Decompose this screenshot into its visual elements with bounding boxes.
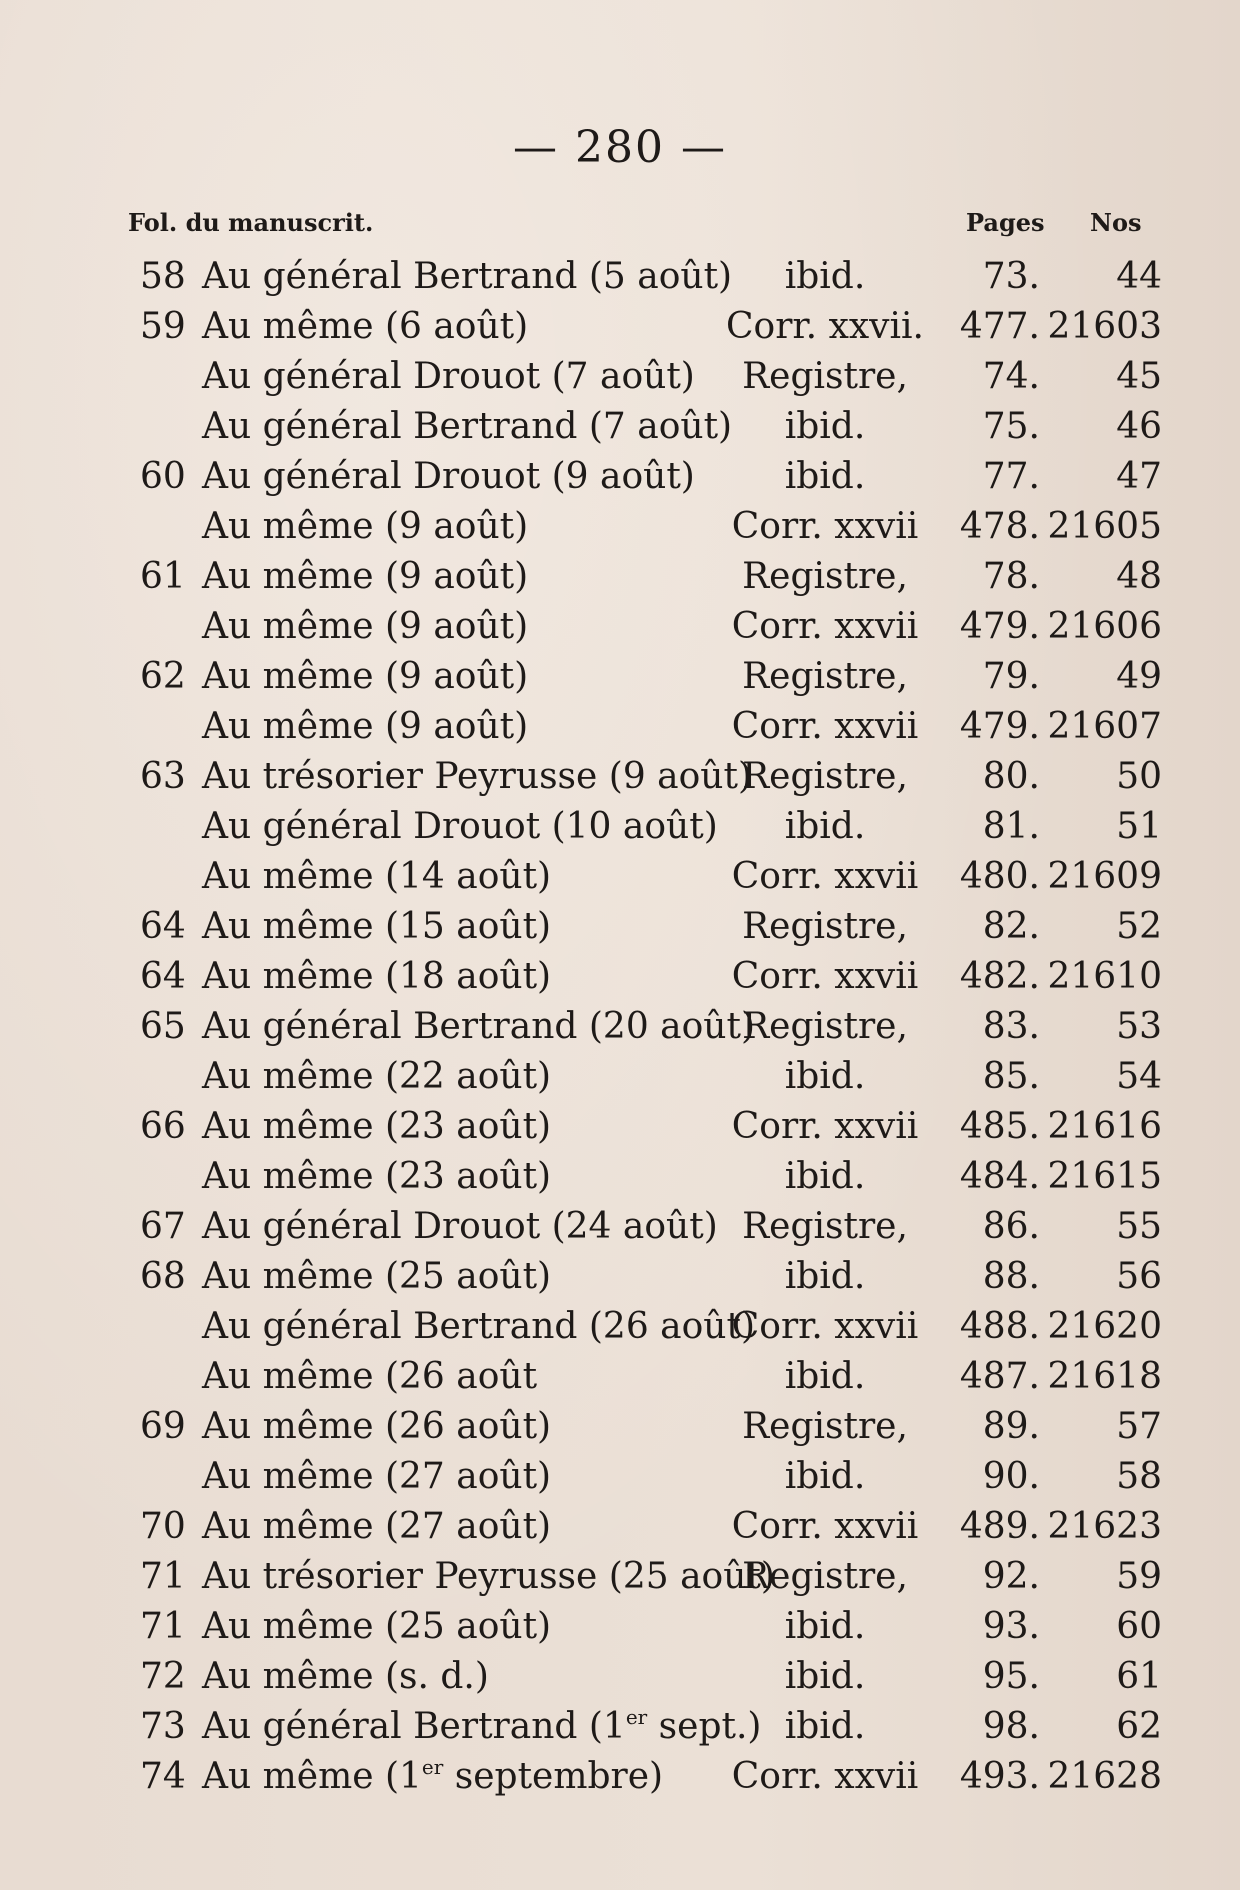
description-text: Au même (9 août) <box>202 656 529 697</box>
description-text: Au général Bertrand (7 août) <box>202 406 733 447</box>
list-item <box>0 952 1240 1002</box>
source-reference: ibid. <box>784 1356 866 1397</box>
page-ref: 90. <box>982 1456 1040 1497</box>
item-number: 21603 <box>1047 306 1162 347</box>
page-ref: 80. <box>982 756 1040 797</box>
item-number: 46 <box>1116 406 1162 447</box>
list-item <box>0 1402 1240 1452</box>
description-text: Au même (22 août) <box>202 1056 552 1097</box>
item-number: 57 <box>1116 1406 1162 1447</box>
letter-description <box>202 1452 551 1502</box>
header-pages: Pages <box>966 208 1045 237</box>
folio-number: 65 <box>140 1006 186 1047</box>
list-item <box>0 1502 1240 1552</box>
source-reference: Registre, <box>742 356 908 397</box>
source-reference: Corr. xxvii <box>731 1106 919 1147</box>
source-reference: ibid. <box>784 456 866 497</box>
letter-description <box>202 602 528 652</box>
source-reference: Corr. xxvii <box>731 506 919 547</box>
description-text: Au même (9 août) <box>202 606 529 647</box>
description-text: Au général Bertrand (26 août) <box>202 1306 756 1347</box>
source-reference: Registre, <box>742 1006 908 1047</box>
item-number: 54 <box>1116 1056 1162 1097</box>
item-number: 21620 <box>1047 1306 1162 1347</box>
letter-description <box>202 802 718 852</box>
page-ref: 93. <box>982 1606 1040 1647</box>
list-item <box>0 1602 1240 1652</box>
description-text: Au trésorier Peyrusse (25 août) <box>202 1556 775 1597</box>
page-ref: 78. <box>982 556 1040 597</box>
folio-number: 73 <box>140 1706 186 1747</box>
folio-number: 64 <box>140 956 186 997</box>
letter-description <box>202 1252 551 1302</box>
letter-description <box>202 1602 551 1652</box>
letter-description <box>202 1702 761 1752</box>
description-text: Au général Drouot (10 août) <box>202 806 718 847</box>
source-reference: Corr. xxvii <box>731 856 919 897</box>
item-number: 47 <box>1116 456 1162 497</box>
source-reference: ibid. <box>784 806 866 847</box>
page-ref: 98. <box>982 1706 1040 1747</box>
header-fol: Fol. du manuscrit. <box>128 208 374 237</box>
source-reference: Corr. xxvii <box>731 956 919 997</box>
item-number: 51 <box>1116 806 1162 847</box>
description-text: Au même (6 août) <box>202 306 529 347</box>
description-text: Au même (23 août) <box>202 1156 552 1197</box>
page-ref: 482. <box>959 956 1040 997</box>
list-item <box>0 652 1240 702</box>
source-reference: Corr. xxvii <box>731 706 919 747</box>
description-text: Au trésorier Peyrusse (9 août) <box>202 756 753 797</box>
source-reference: ibid. <box>784 1056 866 1097</box>
source-reference: ibid. <box>784 1456 866 1497</box>
letter-description <box>202 1002 755 1052</box>
letter-description <box>202 552 528 602</box>
source-reference: Registre, <box>742 1556 908 1597</box>
page-ref: 86. <box>982 1206 1040 1247</box>
description-text: Au général Drouot (9 août) <box>202 456 695 497</box>
folio-number: 67 <box>140 1206 186 1247</box>
source-reference: Registre, <box>742 906 908 947</box>
source-reference: ibid. <box>784 1156 866 1197</box>
source-reference: Registre, <box>742 756 908 797</box>
folio-number: 58 <box>140 256 186 297</box>
page-ref: 489. <box>959 1506 1040 1547</box>
description-text: Au même (18 août) <box>202 956 552 997</box>
item-number: 60 <box>1116 1606 1162 1647</box>
item-number: 21618 <box>1047 1356 1162 1397</box>
list-item <box>0 1002 1240 1052</box>
letter-description <box>202 1402 551 1452</box>
page-ref: 81. <box>982 806 1040 847</box>
folio-number: 71 <box>140 1606 186 1647</box>
list-item <box>0 602 1240 652</box>
description-text: Au général Drouot (7 août) <box>202 356 695 397</box>
item-number: 45 <box>1116 356 1162 397</box>
letter-description <box>202 452 695 502</box>
list-item <box>0 452 1240 502</box>
folio-number: 60 <box>140 456 186 497</box>
source-reference: Corr. xxvii <box>731 1756 919 1797</box>
description-text: Au même (25 août) <box>202 1606 552 1647</box>
item-number: 48 <box>1116 556 1162 597</box>
item-number: 56 <box>1116 1256 1162 1297</box>
page-ref: 479. <box>959 606 1040 647</box>
list-item <box>0 1102 1240 1152</box>
list-item <box>0 252 1240 302</box>
folio-number: 61 <box>140 556 186 597</box>
page-ref: 484. <box>959 1156 1040 1197</box>
page-ref: 89. <box>982 1406 1040 1447</box>
page-number: — 280 — <box>513 122 727 173</box>
letter-description <box>202 1502 551 1552</box>
source-reference: Corr. xxvii <box>731 1306 919 1347</box>
list-item <box>0 1452 1240 1502</box>
list-item <box>0 302 1240 352</box>
item-number: 21623 <box>1047 1506 1162 1547</box>
folio-number: 70 <box>140 1506 186 1547</box>
page-ref: 92. <box>982 1556 1040 1597</box>
list-item <box>0 402 1240 452</box>
page-ref: 95. <box>982 1656 1040 1697</box>
list-item <box>0 802 1240 852</box>
page-ref: 74. <box>982 356 1040 397</box>
source-reference: Registre, <box>742 1406 908 1447</box>
folio-number: 63 <box>140 756 186 797</box>
item-number: 55 <box>1116 1206 1162 1247</box>
letter-description <box>202 1102 551 1152</box>
item-number: 49 <box>1116 656 1162 697</box>
page-ref: 88. <box>982 1256 1040 1297</box>
letter-description <box>202 652 528 702</box>
source-reference: ibid. <box>784 406 866 447</box>
letter-description <box>202 1152 551 1202</box>
letter-description <box>202 1652 489 1702</box>
description-text: Au même (23 août) <box>202 1106 552 1147</box>
letter-description <box>202 1302 755 1352</box>
letter-description <box>202 1352 537 1402</box>
letter-description <box>202 952 551 1002</box>
source-reference: Corr. xxvii <box>731 1506 919 1547</box>
letter-description <box>202 502 528 552</box>
item-number: 21607 <box>1047 706 1162 747</box>
page-ref: 477. <box>959 306 1040 347</box>
page-ref: 73. <box>982 256 1040 297</box>
source-reference: Corr. xxvii <box>731 606 919 647</box>
page-ref: 85. <box>982 1056 1040 1097</box>
page-ref: 79. <box>982 656 1040 697</box>
letter-description <box>202 702 528 752</box>
letter-description <box>202 752 752 802</box>
folio-number: 71 <box>140 1556 186 1597</box>
list-item <box>0 1152 1240 1202</box>
letter-description <box>202 1752 663 1802</box>
description-text: Au même (14 août) <box>202 856 552 897</box>
folio-number: 72 <box>140 1656 186 1697</box>
letter-description <box>202 1552 775 1602</box>
superscript: er <box>421 1755 444 1779</box>
page-ref: 83. <box>982 1006 1040 1047</box>
item-number: 21615 <box>1047 1156 1162 1197</box>
folio-number: 66 <box>140 1106 186 1147</box>
page-ref: 77. <box>982 456 1040 497</box>
description-text: Au même (1 <box>202 1756 422 1797</box>
page-ref: 485. <box>959 1106 1040 1147</box>
list-item <box>0 1652 1240 1702</box>
header-numbers: Nos <box>1090 208 1142 237</box>
list-item <box>0 902 1240 952</box>
item-number: 59 <box>1116 1556 1162 1597</box>
source-reference: Registre, <box>742 556 908 597</box>
source-reference: ibid. <box>784 1706 866 1747</box>
description-text: Au même (25 août) <box>202 1256 552 1297</box>
source-reference: Registre, <box>742 1206 908 1247</box>
item-number: 21616 <box>1047 1106 1162 1147</box>
source-reference: ibid. <box>784 1256 866 1297</box>
description-text: Au général Drouot (24 août) <box>202 1206 718 1247</box>
source-reference: Registre, <box>742 656 908 697</box>
description-text: Au même (s. d.) <box>202 1656 489 1697</box>
entry-list <box>0 252 1240 1802</box>
item-number: 62 <box>1116 1706 1162 1747</box>
item-number: 50 <box>1116 756 1162 797</box>
letter-description <box>202 852 551 902</box>
list-item <box>0 352 1240 402</box>
source-reference: Corr. xxvii. <box>726 306 924 347</box>
description-text: Au même (27 août) <box>202 1506 552 1547</box>
list-item <box>0 552 1240 602</box>
folio-number: 69 <box>140 1406 186 1447</box>
list-item <box>0 1252 1240 1302</box>
folio-number: 59 <box>140 306 186 347</box>
description-text-end: septembre) <box>443 1756 664 1797</box>
list-item <box>0 1752 1240 1802</box>
folio-number: 62 <box>140 656 186 697</box>
item-number: 52 <box>1116 906 1162 947</box>
item-number: 21628 <box>1047 1756 1162 1797</box>
list-item <box>0 1702 1240 1752</box>
item-number: 53 <box>1116 1006 1162 1047</box>
item-number: 21610 <box>1047 956 1162 997</box>
source-reference: ibid. <box>784 1606 866 1647</box>
item-number: 21609 <box>1047 856 1162 897</box>
description-text: Au même (26 août <box>202 1356 538 1397</box>
page-ref: 493. <box>959 1756 1040 1797</box>
list-item <box>0 1302 1240 1352</box>
list-item <box>0 1552 1240 1602</box>
source-reference: ibid. <box>784 256 866 297</box>
page-ref: 480. <box>959 856 1040 897</box>
folio-number: 64 <box>140 906 186 947</box>
folio-number: 74 <box>140 1756 186 1797</box>
item-number: 58 <box>1116 1456 1162 1497</box>
list-item <box>0 1202 1240 1252</box>
list-item <box>0 752 1240 802</box>
item-number: 44 <box>1116 256 1162 297</box>
letter-description <box>202 252 732 302</box>
description-text: Au général Bertrand (5 août) <box>202 256 733 297</box>
page-ref: 75. <box>982 406 1040 447</box>
page-ref: 478. <box>959 506 1040 547</box>
letter-description <box>202 302 528 352</box>
item-number: 21606 <box>1047 606 1162 647</box>
list-item <box>0 1052 1240 1102</box>
item-number: 61 <box>1116 1656 1162 1697</box>
description-text: Au même (9 août) <box>202 506 529 547</box>
letter-description <box>202 352 695 402</box>
folio-number: 68 <box>140 1256 186 1297</box>
letter-description <box>202 1052 551 1102</box>
item-number: 21605 <box>1047 506 1162 547</box>
superscript: er <box>625 1705 648 1729</box>
letter-description <box>202 402 732 452</box>
description-text-end: sept.) <box>647 1706 762 1747</box>
description-text: Au même (15 août) <box>202 906 552 947</box>
letter-description <box>202 1202 718 1252</box>
description-text: Au même (9 août) <box>202 556 529 597</box>
description-text: Au même (9 août) <box>202 706 529 747</box>
description-text: Au même (26 août) <box>202 1406 552 1447</box>
page-ref: 479. <box>959 706 1040 747</box>
list-item <box>0 1352 1240 1402</box>
list-item <box>0 702 1240 752</box>
description-text: Au général Bertrand (20 août) <box>202 1006 756 1047</box>
source-reference: ibid. <box>784 1656 866 1697</box>
list-item <box>0 852 1240 902</box>
list-item <box>0 502 1240 552</box>
letter-description <box>202 902 551 952</box>
description-text: Au général Bertrand (1 <box>202 1706 626 1747</box>
description-text: Au même (27 août) <box>202 1456 552 1497</box>
page-ref: 487. <box>959 1356 1040 1397</box>
page-ref: 82. <box>982 906 1040 947</box>
page-ref: 488. <box>959 1306 1040 1347</box>
